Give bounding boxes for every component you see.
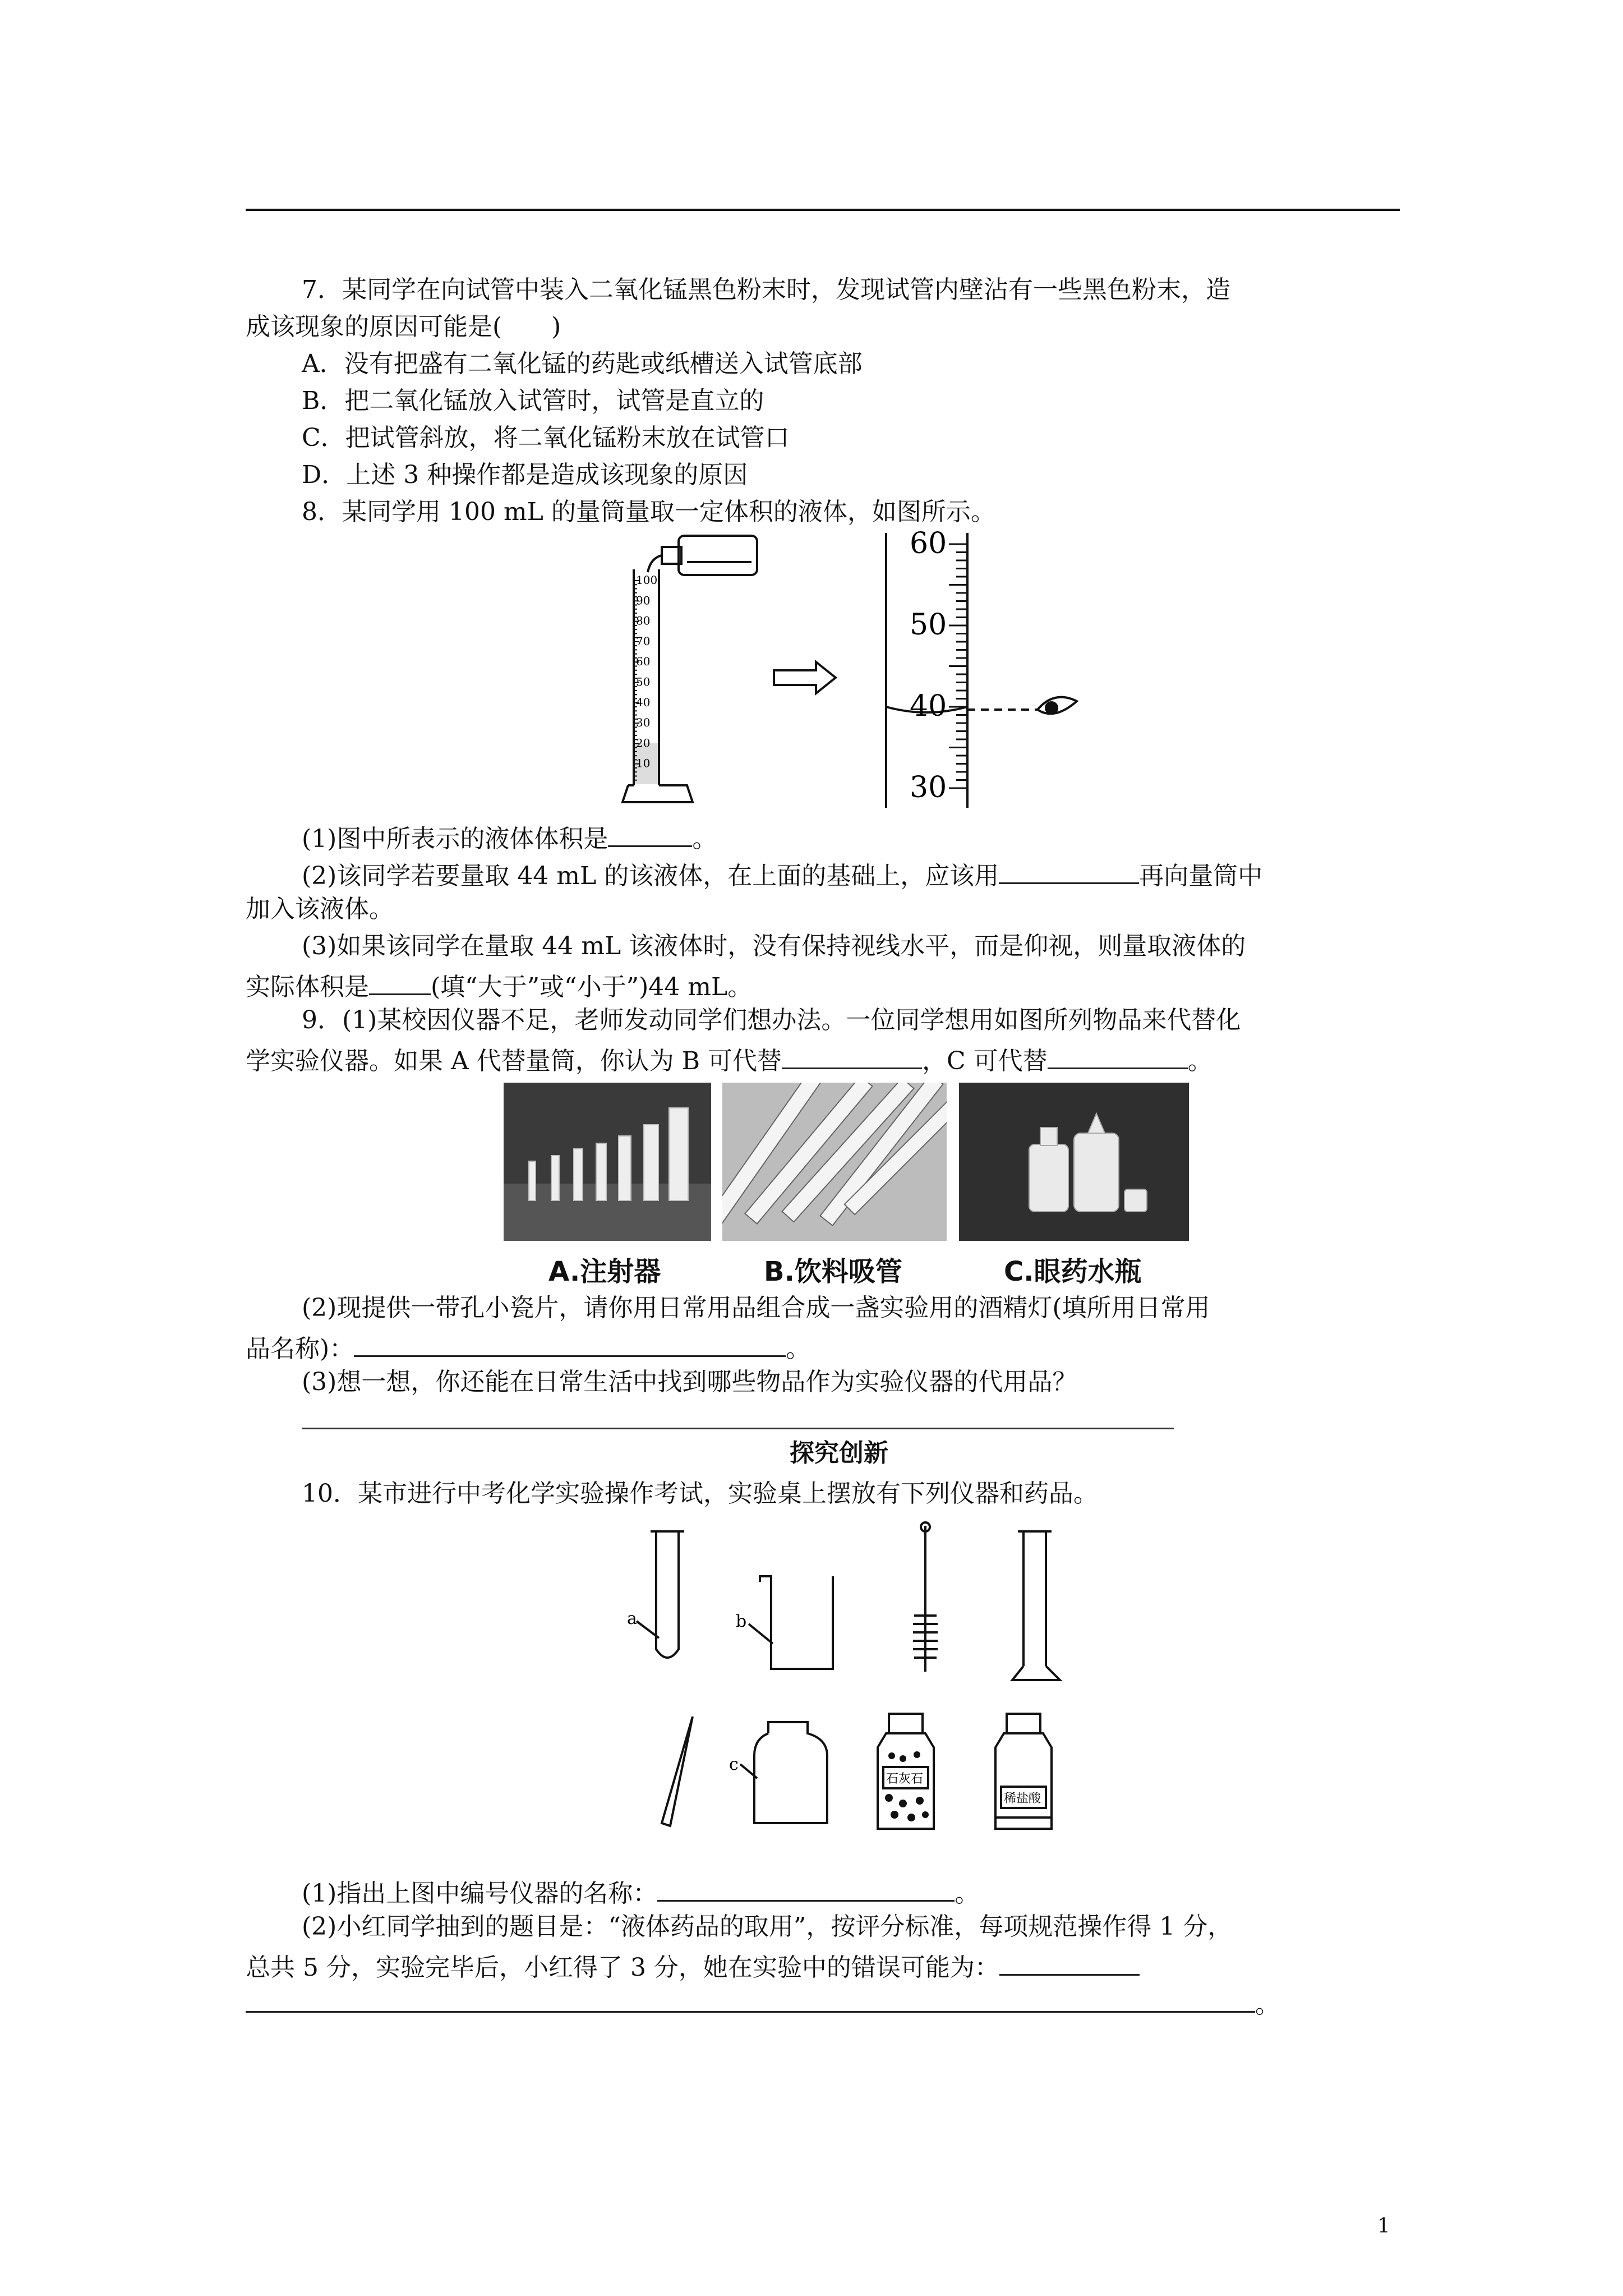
q9-part1-line2 <box>246 1038 1212 1080</box>
hcl-bottle-icon <box>995 1714 1052 1829</box>
q10-part2-blank[interactable] <box>999 1945 1140 1976</box>
q8-part3-line2 <box>246 964 752 1006</box>
eyedrop-bottles-photo <box>959 1083 1189 1241</box>
eye-icon <box>1038 697 1077 714</box>
q10-part1 <box>302 1871 979 1913</box>
q10-stem: 10．某市进行中考化学实验操作考试，实验桌上摆放有下列仪器和药品。 <box>302 1479 1098 1508</box>
cylinder-tick-label: 20 <box>636 736 651 750</box>
q7-stem-line2: 成该现象的原因可能是( ) <box>246 312 561 341</box>
q10-part1-end: 。 <box>955 1879 980 1908</box>
label-a: a <box>627 1609 637 1628</box>
straws-photo <box>722 1083 947 1241</box>
label-b: b <box>736 1612 747 1631</box>
q8-stem: 8．某同学用 100 mL 的量筒量取一定体积的液体，如图所示。 <box>302 498 995 526</box>
eyedrop-bottle-icon <box>959 1083 1189 1241</box>
q7-option-a: A．没有把盛有二氧化锰的药匙或纸槽送入试管底部 <box>302 349 863 378</box>
q7-stem-line1: 7．某同学在向试管中装入二氧化锰黑色粉末时，发现试管内壁沾有一些黑色粉末，造 <box>302 275 1230 304</box>
q10-part2: (2)小红同学抽到的题目是：“液体药品的取用”，按评分标准，每项规范操作得 1 分， <box>302 1912 1233 1941</box>
q8-part2-cont: 加入该液体。 <box>246 895 394 923</box>
q9-part3-answer-line[interactable] <box>302 1428 1174 1429</box>
cylinder-tick-label: 70 <box>636 634 651 648</box>
caption-c: C.眼药水瓶 <box>1004 1256 1142 1287</box>
q9-part2-line2 <box>246 1326 810 1368</box>
arrow-icon <box>774 662 836 693</box>
cylinder-tick-label: 60 <box>636 655 651 669</box>
cylinder-icon <box>623 569 693 802</box>
cylinder-tick-label: 50 <box>636 675 651 689</box>
q9-part1-text: 学实验仪器。如果 A 代替量筒，你认为 B 可代替 <box>246 1047 782 1075</box>
q10-part2-line2 <box>246 1945 1140 1987</box>
measuring-cylinder-icon <box>1012 1531 1060 1680</box>
q8-part2 <box>302 853 1262 895</box>
zoom-tick-label: 50 <box>910 608 947 642</box>
q9-part3: (3)想一想，你还能在日常生活中找到哪些物品作为实验仪器的代用品？ <box>302 1368 1077 1396</box>
zoom-tick-label: 30 <box>910 771 947 804</box>
q9-part2-text: 品名称)： <box>246 1335 354 1363</box>
q9-part1-blank2[interactable] <box>1048 1038 1188 1069</box>
cylinder-tick-label: 90 <box>636 593 651 608</box>
q7-option-b: B．把二氧化锰放入试管时，试管是直立的 <box>302 386 764 415</box>
label-hcl: 稀盐酸 <box>1004 1792 1041 1806</box>
q10-part1-blank[interactable] <box>657 1871 955 1902</box>
gas-jar-icon <box>740 1722 827 1823</box>
q9-part1: 9．(1)某校因仪器不足，老师发动同学们想办法。一位同学想用如图所列物品来代替化 <box>302 1006 1241 1034</box>
q10-part1-text: (1)指出上图中编号仪器的名称： <box>302 1879 658 1908</box>
q9-part2: (2)现提供一带孔小瓷片，请你用日常用品组合成一盏实验用的酒精灯(填所用日常用 <box>302 1294 1210 1322</box>
cylinder-tick-label: 40 <box>636 695 651 709</box>
syringes-photo <box>504 1083 711 1241</box>
q8-graduated-cylinder-figure <box>594 527 1088 819</box>
test-tube-icon <box>637 1531 684 1658</box>
label-c: c <box>729 1755 739 1774</box>
q8-part1-text: (1)图中所表示的液体体积是 <box>302 825 608 853</box>
zoom-tick-label: 60 <box>910 527 947 560</box>
q8-part3-text: 实际体积是 <box>246 973 369 1001</box>
zoom-tick-label: 40 <box>910 689 947 723</box>
q10-apparatus-figure <box>606 1520 1099 1857</box>
section-title: 探究创新 <box>790 1439 888 1467</box>
beaker-icon <box>749 1576 833 1669</box>
q8-part1-end: 。 <box>692 825 717 853</box>
caption-b: B.饮料吸管 <box>764 1256 902 1287</box>
cylinder-tick-label: 10 <box>636 756 651 770</box>
cylinder-tick-label: 80 <box>636 614 651 628</box>
zoomed-cylinder-icon <box>886 533 1038 808</box>
q8-part3: (3)如果该同学在量取 44 mL 该液体时，没有保持视线水平，而是仰视，则量取液体的 <box>302 932 1246 960</box>
q8-part2-text2: 再向量筒中 <box>1139 862 1263 890</box>
label-limestone: 石灰石 <box>886 1772 924 1786</box>
q8-part3-blank[interactable] <box>369 964 431 995</box>
page-number: 1 <box>1377 2215 1390 2238</box>
q7-option-c: C．把试管斜放，将二氧化锰粉末放在试管口 <box>302 424 790 452</box>
q8-part2-blank[interactable] <box>999 853 1139 884</box>
q10-part2-text: 总共 5 分，实验完毕后，小红得了 3 分，她在实验中的错误可能为： <box>246 1953 999 1982</box>
q10-part2-blank2[interactable] <box>246 1982 1255 2013</box>
syringe-icon <box>504 1083 711 1241</box>
zoom-ticks <box>910 527 967 804</box>
q9-part2-blank[interactable] <box>354 1326 786 1357</box>
q8-part2-text: (2)该同学若要量取 44 mL 的该液体，在上面的基础上，应该用 <box>302 862 999 890</box>
q8-part1-blank[interactable] <box>608 816 692 847</box>
header-rule <box>246 209 1400 211</box>
cylinder-tick-label: 100 <box>636 573 658 587</box>
q8-part3-text2: (填“大于”或“小于”)44 mL。 <box>431 973 753 1001</box>
q9-part2-end: 。 <box>786 1335 811 1363</box>
cylinder-tick-label: 30 <box>636 716 651 730</box>
test-tube-brush-icon <box>913 1522 938 1672</box>
q9-part1-end: 。 <box>1187 1047 1212 1075</box>
q8-part1 <box>302 816 717 858</box>
q9-part1-blank1[interactable] <box>782 1038 922 1069</box>
caption-a: A.注射器 <box>548 1256 661 1287</box>
q10-part2-end: 。 <box>1255 1990 1280 2019</box>
q10-part2-line3 <box>246 1982 1280 2024</box>
reagent-bottle-icon <box>648 536 757 575</box>
straw-icon <box>722 1083 947 1241</box>
q7-option-d: D．上述 3 种操作都是造成该现象的原因 <box>302 461 748 489</box>
tongs-icon <box>662 1717 693 1826</box>
q9-part1-text2: ，C 可代替 <box>922 1047 1048 1075</box>
